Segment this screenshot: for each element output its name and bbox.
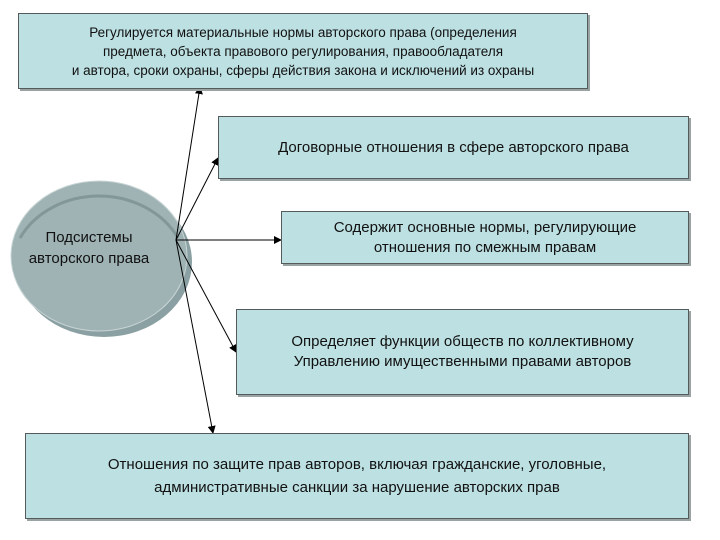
box-related-rights-text: Содержит основные нормы, регулирующие отношения по смежным правам [333, 218, 637, 256]
box-material-norms-text: Регулируется материальные нормы авторского права (определения предмета, объекта правового регулирования, правообладателя и автора, сроки охраны, сферы действия закона и исключений из охраны [71, 24, 535, 78]
box-related-rights [281, 211, 689, 264]
box-material-norms [18, 13, 588, 89]
box-contract-relations [218, 116, 689, 179]
box-protection [25, 433, 689, 519]
box-collective-management-text: Определяет функции обществ по коллективному Управлению имущественными правами авторов [291, 333, 634, 370]
box-contract-relations-text: Договорные отношения в сфере авторского права [278, 139, 629, 156]
box-collective-management [236, 309, 689, 395]
box-protection-text: Отношения по защите прав авторов, включая гражданские, уголовные, административные санкции за нарушение авторских прав [107, 456, 607, 496]
center-node [0, 170, 200, 340]
center-node-label: Подсистемы авторского права [28, 229, 150, 267]
